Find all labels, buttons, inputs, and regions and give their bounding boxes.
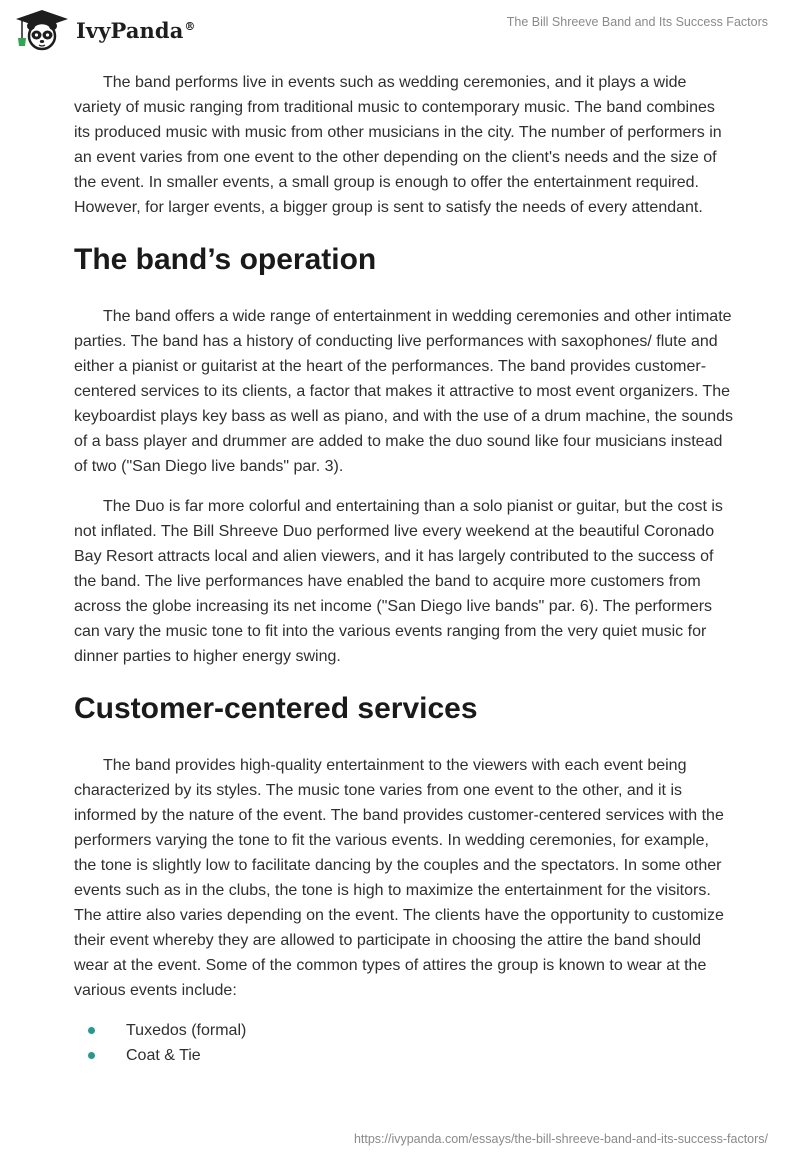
panda-graduate-icon — [14, 8, 70, 52]
list-item — [74, 1043, 734, 1068]
list-item-text: Coat & Tie — [126, 1047, 201, 1064]
attire-list — [74, 1018, 734, 1068]
document-title: The Bill Shreeve Band and Its Success Factors — [506, 15, 768, 29]
operation-paragraph-1: The band offers a wide range of entertainment in wedding ceremonies and other intimate parties. The band has a history of conducting live performances with saxophones/ flute and either a pianist or guitarist at the heart of the performances. The band provides customer-centered services to its clients, a factor that makes it attractive to most event organizers. The keyboardist plays key bass as well as piano, and with the use of a drum machine, the sounds of a bass player and drummer are added to make the duo sound like four musicians instead of two ("San Diego live bands" par. 3). — [74, 308, 734, 475]
registered-mark: ® — [184, 19, 196, 33]
source-url-link[interactable]: https://ivypanda.com/essays/the-bill-shreeve-band-and-its-success-factors/ — [353, 1132, 768, 1146]
list-item-text: Tuxedos (formal) — [126, 1022, 247, 1039]
list-item — [74, 1018, 734, 1043]
page-header — [0, 0, 800, 60]
ivypanda-logo[interactable] — [14, 8, 196, 52]
bullet-dot-icon — [88, 1027, 95, 1034]
intro-paragraph: The band performs live in events such as wedding ceremonies, and it plays a wide variety of music ranging from traditional music to contemporary music. The band combines its produced music with music from other musicians in the city. The number of performers in an event varies from one event to the other depending on the client's needs and the size of the event. In smaller events, a small group is enough to offer the entertainment required. However, for larger events, a bigger group is sent to satisfy the needs of every attendant. — [74, 74, 722, 216]
section-heading-operation: The band’s operation — [74, 243, 377, 276]
article-body — [74, 70, 734, 1068]
services-paragraph-1: The band provides high-quality entertainment to the viewers with each event being characterized by its styles. The music tone varies from one event to the other, and it is informed by the nature of the event. The band provides customer-centered services with the performers varying the tone to fit the various events. In wedding ceremonies, for example, the tone is slightly low to facilitate dancing by the couples and the spectators. In some other events such as in the clubs, the tone is high to maximize the entertainment for the visitors. The attire also varies depending on the event. The clients have the opportunity to customize their event whereby they are allowed to participate in choosing the attire the band should wear at the event. Some of the common types of attires the group is known to wear at the various events include: — [74, 757, 724, 999]
section-heading-customer-services: Customer-centered services — [74, 692, 478, 725]
operation-paragraph-2: The Duo is far more colorful and entertaining than a solo pianist or guitar, but the cost is not inflated. The Bill Shreeve Duo performed live every weekend at the beautiful Coronado Bay Resort attracts local and alien viewers, and it has largely contributed to the success of the band. The live performances have enabled the band to acquire more customers from across the globe increasing its net income ("San Diego live bands" par. 6). The performers can vary the music tone to fit into the various events ranging from the very quiet music for dinner parties to higher energy swing. — [74, 498, 723, 665]
brand-name: IvyPanda® — [76, 17, 196, 43]
bullet-dot-icon — [88, 1052, 95, 1059]
